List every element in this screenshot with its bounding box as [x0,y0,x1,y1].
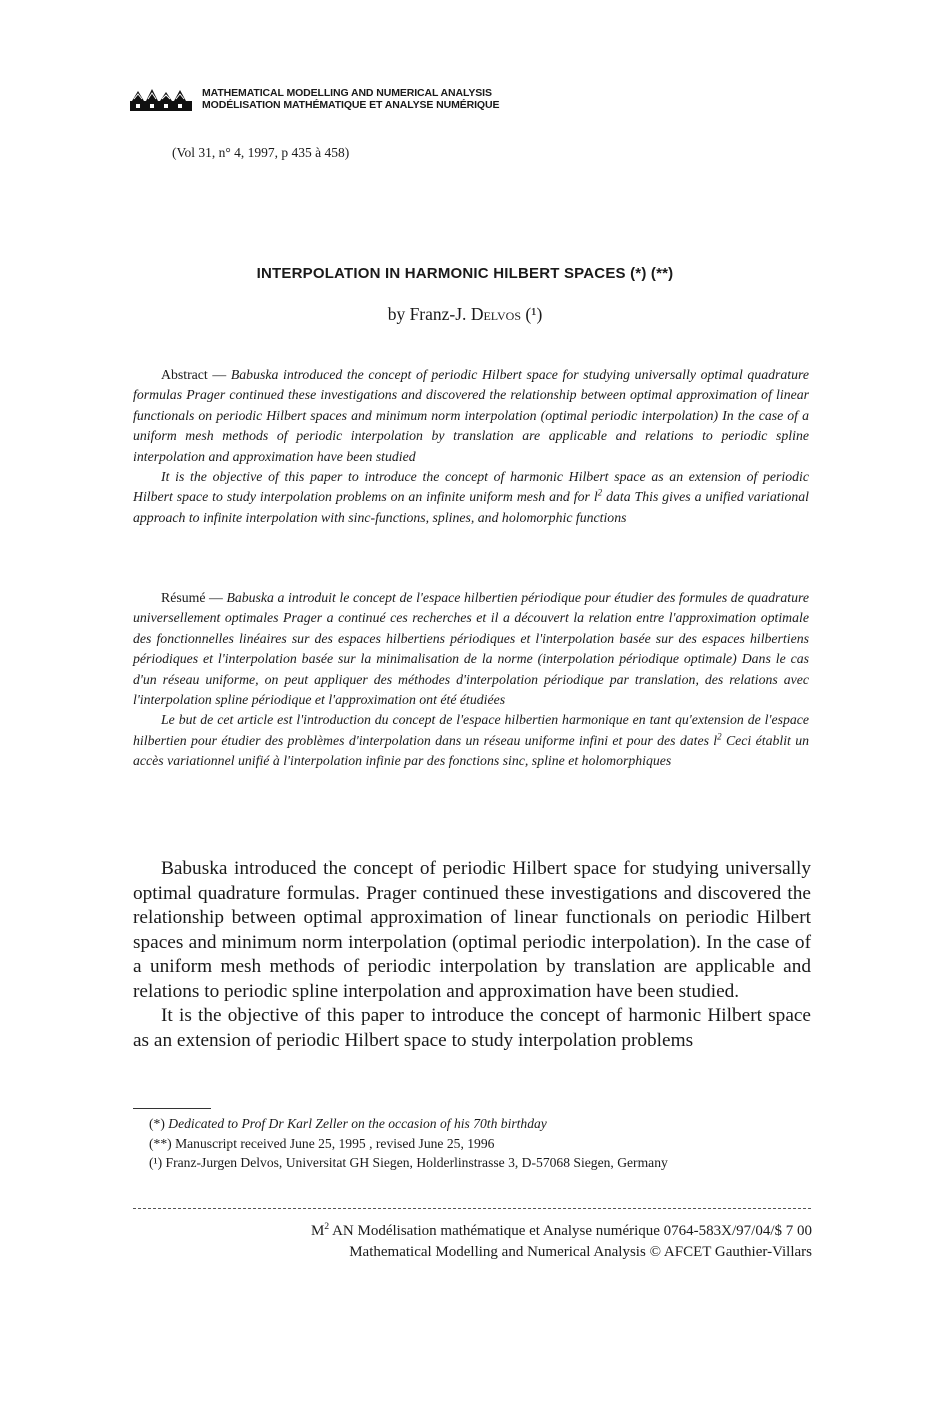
author-prefix: by Franz-J. [387,304,471,324]
introduction-text [133,857,811,1053]
abstract-english [133,365,809,528]
journal-name-en: MATHEMATICAL MODELLING AND NUMERICAL ANALYSIS [202,87,492,99]
author-surname: Delvos [470,304,522,324]
resume-paragraph-1: Babuska a introduit le concept de l'espace hilbertien périodique pour étudier des formules de quadrature universellement optimales Prager a continué ces recherches et il a découvert la relation entre l'approximation optimale des fonctionnelles linéaires sur des espaces hilbertiens périodiques et l'interpolation basée sur des espaces hilbertiens périodiques et l'interpolation basée sur la minimalisation de la norme (interpolation périodique optimale) Dans le cas d'un réseau uniforme, on peut appliquer des méthodes d'interpolation périodique par translation, des relations avec l'interpolation spline périodique et l'approximation ont été étudiées [133,590,809,708]
paper-title: INTERPOLATION IN HARMONIC HILBERT SPACES (*) (**) [256,265,674,282]
footer-line-1: $M^2$ AN Modélisation mathématique et Analyse numérique 0764-583X/97/04/$ 7 00 [310,1221,812,1239]
journal-logo-icon [130,87,192,113]
journal-header [130,87,499,113]
footnotes [133,1114,811,1173]
abstract-paragraph-1: Babuska introduced the concept of periodic Hilbert space for studying universally optimal quadrature formulas Prager continued these investigations and discovered the relationship between optimal approximation of linear functionals on periodic Hilbert spaces and minimum norm interpolation (optimal periodic interpolation) In the case of a uniform mesh methods of periodic interpolation by translation are applicable and relations to periodic spline interpolation and approximation have been studied [133,367,809,464]
publisher-footer [311,1221,812,1263]
abstract-label: Abstract — [161,367,227,382]
footer-divider [133,1208,811,1209]
abstract-french [133,588,809,772]
body-paragraph-1: Babuska introduced the concept of periodic Hilbert space for studying universally optimal quadrature formulas. Prager continued these investigations and discovered the relationship between optimal approximation of linear functionals on periodic Hilbert spaces and minimum norm interpolation (optimal periodic interpolation). In the case of a uniform mesh methods of periodic interpolation by translation are applicable and relations to periodic spline interpolation and approximation have been studied. [133,858,811,1002]
author-line [0,304,930,325]
footnote-3: (¹) Franz-Jurgen Delvos, Universitat GH Siegen, Holderlinstrasse 3, D-57068 Siegen, Germany [149,1155,668,1170]
copyright-icon: © [649,1244,661,1260]
footnote-2: (**) Manuscript received June 25, 1995 , revised June 25, 1996 [149,1135,495,1151]
resume-paragraph-2: Le but de cet article est l'introduction du concept de l'espace hilbertien harmonique en tant qu'extension de l'espace hilbertien pour étudier des problèmes d'interpolation dans un réseau uniforme infini et pour des dates $l^2$ Ceci établit un accès variationnel unifié à l'interpolation infinie par des fonctions sinc, spline et holomorphiques [133,712,810,769]
footer-line-2: Mathematical Modelling and Numerical Analysis © AFCET Gauthier-Villars [349,1244,812,1260]
author-footnote-mark: (¹) [525,304,543,324]
volume-info: (Vol 31, n° 4, 1997, p 435 à 458) [172,145,350,160]
footnote-1: (*) Dedicated to Prof Dr Karl Zeller on the occasion of his 70th birthday [149,1116,547,1131]
resume-label: Résumé — [161,590,223,605]
abstract-paragraph-2: It is the objective of this paper to introduce the concept of harmonic Hilbert space as an extension of periodic Hilbert space to study interpolation problems on an infinite uniform mesh and for $l^2$ data This gives a unified variational approach to infinite interpolation with sinc-functions, splines, and holomorphic functions [133,469,809,525]
journal-name [202,87,499,111]
journal-name-fr: MODÉLISATION MATHÉMATIQUE ET ANALYSE NUMÉRIQUE [202,99,500,111]
body-paragraph-2: It is the objective of this paper to introduce the concept of harmonic Hilbert space as an extension of periodic Hilbert space to study interpolation problems [133,1005,811,1051]
footnote-rule [133,1108,211,1109]
